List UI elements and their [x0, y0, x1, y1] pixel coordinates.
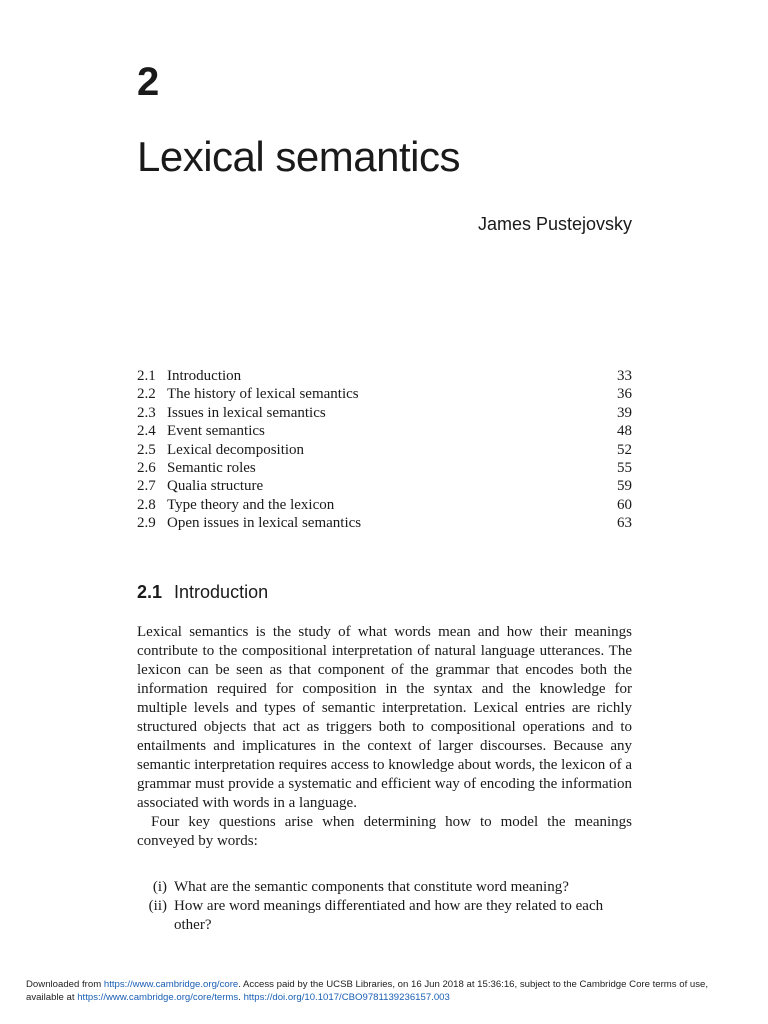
toc-entry-number: 2.7	[137, 478, 156, 495]
question-text: What are the semantic components that constitute word meaning?	[174, 879, 569, 895]
download-footer	[26, 978, 746, 1004]
toc-entry-page: 33	[617, 368, 632, 384]
toc-entry-page: 59	[617, 478, 632, 495]
body-text	[137, 623, 632, 851]
toc-entry[interactable]	[137, 514, 632, 532]
toc-entry-label: Introduction	[167, 368, 242, 384]
toc-entry-label: Qualia structure	[167, 478, 264, 495]
toc-entry-label: Lexical decomposition	[167, 441, 305, 458]
footer-text: .	[238, 992, 244, 1003]
section-number: 2.1	[137, 582, 163, 602]
toc-entry-number: 2.5	[137, 441, 156, 458]
author-name: James Pustejovsky	[477, 214, 632, 234]
table-of-contents	[137, 367, 632, 533]
terms-link[interactable]: https://www.cambridge.org/core/terms	[77, 992, 239, 1003]
section-heading	[137, 580, 268, 604]
toc-entry-page: 48	[617, 423, 632, 440]
chapter-title: Lexical semantics	[137, 133, 460, 180]
footer-line	[26, 991, 746, 1004]
toc-entry-number: 2.2	[137, 386, 156, 403]
toc-entry-label: Event semantics	[167, 423, 265, 440]
toc-entry-number: 2.4	[137, 423, 156, 440]
toc-entry-number: 2.8	[137, 496, 156, 513]
footer-text: . Access paid by the UCSB Libraries, on 16 Jun 2018 at 15:36:16, subject to the Cambridge Core terms of use,	[238, 979, 709, 990]
list-item	[137, 878, 632, 897]
toc-entry-page: 60	[617, 496, 632, 513]
toc-entry[interactable]	[137, 367, 632, 385]
list-item	[137, 897, 632, 935]
toc-entry-label: Issues in lexical semantics	[167, 404, 326, 421]
footer-text: available at	[26, 992, 78, 1003]
toc-entry[interactable]	[137, 441, 632, 459]
toc-entry-number: 2.6	[137, 460, 156, 477]
footer-text: Downloaded from	[26, 979, 104, 990]
toc-entry-label: Type theory and the lexicon	[167, 496, 335, 513]
cambridge-core-link[interactable]: https://www.cambridge.org/core	[103, 979, 239, 990]
section-title: Introduction	[174, 582, 269, 602]
question-text: How are word meanings differentiated and how are they related to each other?	[174, 898, 604, 933]
toc-entry[interactable]	[137, 496, 632, 514]
toc-entry[interactable]	[137, 385, 632, 403]
toc-entry-page: 63	[617, 515, 632, 532]
chapter-number: 2	[137, 60, 160, 104]
toc-entry-page: 39	[617, 404, 632, 421]
toc-entry[interactable]	[137, 422, 632, 440]
toc-entry-label: Semantic roles	[167, 460, 256, 477]
footer-line	[26, 978, 746, 991]
toc-entry-number: 2.3	[137, 404, 156, 421]
question-number: (i)	[152, 879, 167, 895]
question-number: (ii)	[148, 898, 167, 914]
toc-entry-page: 52	[617, 441, 632, 458]
toc-entry-number: 2.9	[137, 515, 156, 532]
paragraph: Lexical semantics is the study of what words mean and how their meanings contribute to the compositional interpretation of natural language utterances. The lexicon can be seen as that component of the grammar that encodes both the information required for composition in the syntax and the knowledge for multiple levels and types of semantic interpretation. Lexical entries are richly structured objects that act as triggers both to compositional operations and to entailments and implicatures in the context of larger discourses. Because any semantic interpretation requires access to knowledge about words, the lexicon of a grammar must provide a systematic and efficient way of encoding the information associated with words in a language.	[137, 624, 632, 811]
toc-entry[interactable]	[137, 459, 632, 477]
doi-link[interactable]: https://doi.org/10.1017/CBO9781139236157.003	[243, 992, 450, 1003]
toc-entry-page: 55	[617, 460, 632, 477]
toc-entry-label: Open issues in lexical semantics	[167, 515, 362, 532]
paragraph: Four key questions arise when determining how to model the meanings conveyed by words:	[137, 814, 632, 849]
question-list	[137, 878, 632, 935]
toc-entry[interactable]	[137, 477, 632, 495]
toc-entry-label: The history of lexical semantics	[167, 386, 359, 403]
toc-entry-page: 36	[617, 386, 632, 403]
toc-entry-number: 2.1	[137, 368, 156, 384]
toc-entry[interactable]	[137, 404, 632, 422]
